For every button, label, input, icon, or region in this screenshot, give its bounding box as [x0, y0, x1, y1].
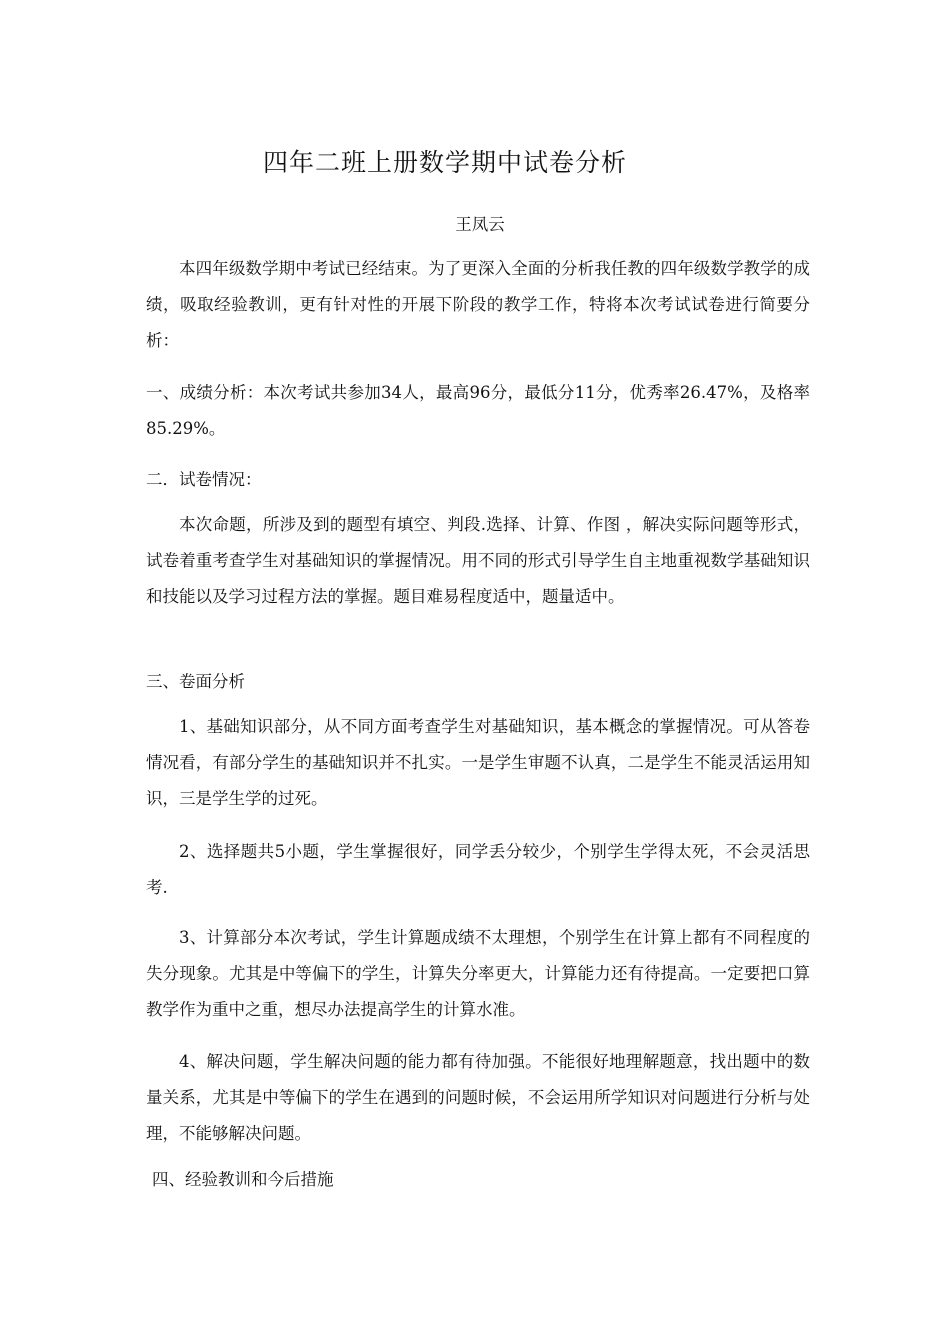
document-author: 王凤云 [455, 215, 505, 234]
section-2-heading: 二．试卷情况： [146, 470, 262, 489]
document-title: 四年二班上册数学期中试卷分析 [262, 148, 627, 177]
section-4-heading: 四、经验教训和今后措施 [152, 1170, 334, 1189]
section-3-heading: 三、卷面分析 [146, 672, 245, 691]
point-1-paragraph: 1、基础知识部分，从不同方面考查学生对基础知识，基本概念的掌握情况。可从答卷情况看，有部分学生的基础知识并不扎实。一是学生审题不认真，二是学生不能灵活运用知识，三是学生学的过死。 [146, 717, 810, 808]
point-3-paragraph: 3、计算部分本次考试，学生计算题成绩不太理想，个别学生在计算上都有不同程度的失分现象。尤其是中等偏下的学生，计算失分率更大，计算能力还有待提高。一定要把口算教学作为重中之重，想尽办法提高学生的计算水准。 [146, 928, 810, 1019]
section-1-score-analysis: 一、成绩分析：本次考试共参加34人，最高96分，最低分11分，优秀率26.47%，及格率85.29%。 [146, 383, 810, 438]
section-2-paragraph: 本次命题，所涉及到的题型有填空、判段.选择、计算、作图 ，解决实际问题等形式，试卷着重考查学生对基础知识的掌握情况。用不同的形式引导学生自主地重视数学基础知识和技能以及学习过程方法的掌握。题目难易程度适中，题量适中。 [146, 515, 810, 606]
intro-paragraph: 本四年级数学期中考试已经结束。为了更深入全面的分析我任教的四年级数学教学的成绩，吸取经验教训，更有针对性的开展下阶段的教学工作，特将本次考试试卷进行简要分析： [146, 259, 810, 350]
point-4-paragraph: 4、解决问题，学生解决问题的能力都有待加强。不能很好地理解题意，找出题中的数量关系，尤其是中等偏下的学生在遇到的问题时候，不会运用所学知识对问题进行分析与处理，不能够解决问题。 [146, 1052, 810, 1143]
point-2-paragraph: 2、选择题共5小题，学生掌握很好，同学丢分较少，个别学生学得太死，不会灵活思考. [146, 842, 810, 897]
